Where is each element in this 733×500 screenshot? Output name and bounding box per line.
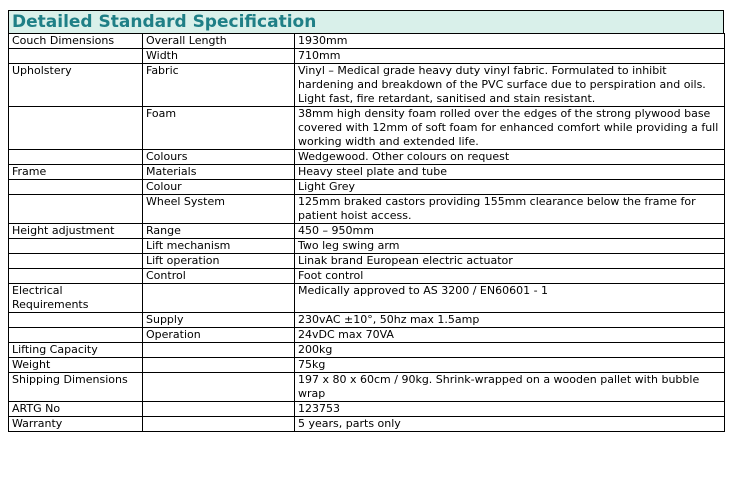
table-row [9,34,725,49]
item-cell: Width [143,49,295,64]
table-row [9,254,725,269]
table-row [9,239,725,254]
table-row [9,284,725,313]
item-cell: Control [143,269,295,284]
table-row [9,64,725,107]
item-cell: Materials [143,165,295,180]
value-cell: 125mm braked castors providing 155mm clearance below the frame for patient hoist access. [295,195,725,224]
category-cell [9,269,143,284]
value-cell: Linak brand European electric actuator [295,254,725,269]
category-cell [9,195,143,224]
category-cell: Upholstery [9,64,143,107]
value-cell: 710mm [295,49,725,64]
item-cell: Colours [143,150,295,165]
table-row [9,343,725,358]
value-cell: Vinyl – Medical grade heavy duty vinyl fabric. Formulated to inhibit hardening and breakdown of the PVC surface due to perspiration and oils. Light fast, fire retardant, sanitised and stain resistant. [295,64,725,107]
item-cell: Lift mechanism [143,239,295,254]
item-cell [143,417,295,432]
category-cell [9,107,143,150]
category-cell [9,49,143,64]
value-cell: Wedgewood. Other colours on request [295,150,725,165]
table-row [9,417,725,432]
value-cell: 230vAC ±10°, 50hz max 1.5amp [295,313,725,328]
item-cell [143,373,295,402]
category-cell: Couch Dimensions [9,34,143,49]
value-cell: 450 – 950mm [295,224,725,239]
category-cell: Frame [9,165,143,180]
category-cell: Lifting Capacity [9,343,143,358]
category-cell: Electrical Requirements [9,284,143,313]
value-cell: 200kg [295,343,725,358]
item-cell: Foam [143,107,295,150]
value-cell: Foot control [295,269,725,284]
value-cell: 197 x 80 x 60cm / 90kg. Shrink-wrapped on a wooden pallet with bubble wrap [295,373,725,402]
category-cell [9,180,143,195]
table-row [9,165,725,180]
item-cell [143,358,295,373]
category-cell [9,239,143,254]
item-cell: Fabric [143,64,295,107]
table-row [9,195,725,224]
category-cell [9,254,143,269]
table-row [9,49,725,64]
value-cell: 1930mm [295,34,725,49]
item-cell: Overall Length [143,34,295,49]
value-cell: Heavy steel plate and tube [295,165,725,180]
table-row [9,269,725,284]
table-row [9,402,725,417]
table-row [9,107,725,150]
value-cell: 5 years, parts only [295,417,725,432]
spec-sheet [8,10,724,432]
table-row [9,224,725,239]
category-cell: Weight [9,358,143,373]
category-cell: Warranty [9,417,143,432]
item-cell: Wheel System [143,195,295,224]
category-cell [9,328,143,343]
table-row [9,358,725,373]
item-cell [143,402,295,417]
item-cell: Colour [143,180,295,195]
value-cell: Medically approved to AS 3200 / EN60601 - 1 [295,284,725,313]
category-cell [9,313,143,328]
item-cell: Operation [143,328,295,343]
category-cell: Height adjustment [9,224,143,239]
value-cell: Light Grey [295,180,725,195]
table-row [9,150,725,165]
category-cell: ARTG No [9,402,143,417]
value-cell: 38mm high density foam rolled over the edges of the strong plywood base covered with 12mm of soft foam for enhanced comfort while providing a full working width and extended life. [295,107,725,150]
table-row [9,180,725,195]
table-row [9,313,725,328]
item-cell: Range [143,224,295,239]
item-cell: Supply [143,313,295,328]
table-row [9,328,725,343]
category-cell [9,150,143,165]
value-cell: 123753 [295,402,725,417]
spec-table [8,33,725,432]
value-cell: 24vDC max 70VA [295,328,725,343]
item-cell [143,343,295,358]
item-cell [143,284,295,313]
page-title: Detailed Standard Specification [8,10,724,33]
item-cell: Lift operation [143,254,295,269]
value-cell: Two leg swing arm [295,239,725,254]
table-row [9,373,725,402]
value-cell: 75kg [295,358,725,373]
category-cell: Shipping Dimensions [9,373,143,402]
